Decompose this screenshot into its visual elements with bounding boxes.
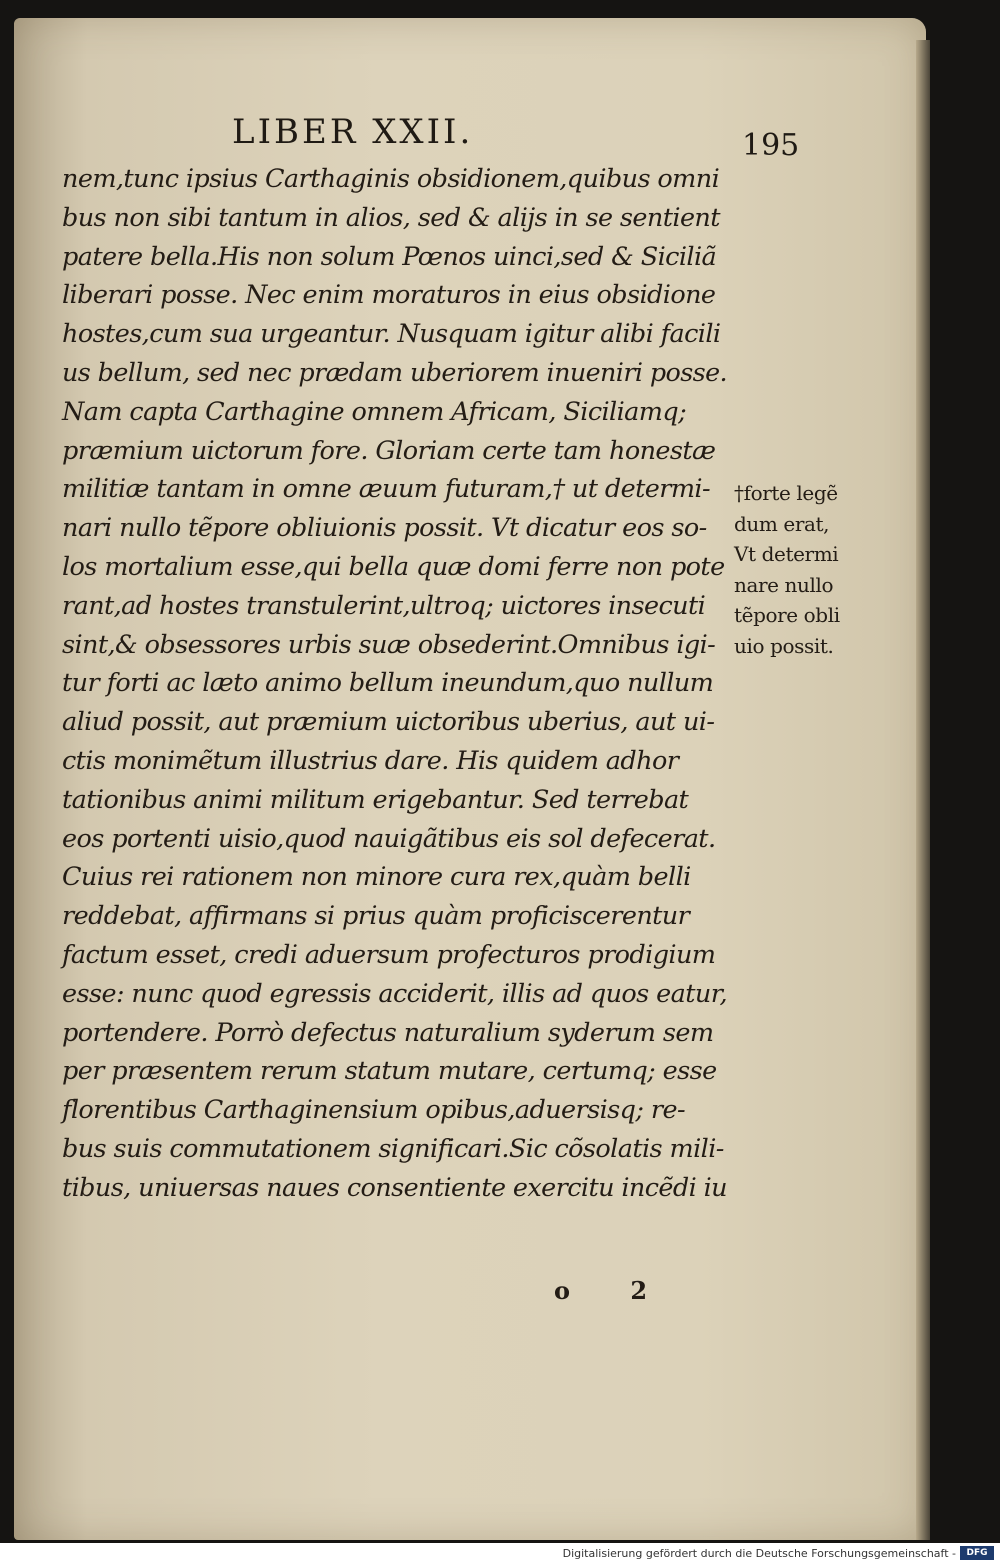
text-line: portendere. Porrò defectus naturalium syderum sem	[62, 1017, 714, 1048]
margin-note-line: Vt determi	[734, 542, 839, 566]
text-line: nem,tunc ipsius Carthaginis obsidionem,quibus omni	[62, 164, 720, 194]
text-line: bus non sibi tantum in alios, sed & alijs in se sentient	[62, 202, 720, 233]
text-line: rant,ad hostes transtulerint,ultroq; uictores insecuti	[62, 590, 706, 621]
text-line: hostes,cum sua urgeantur. Nusquam igitur alibi facili	[62, 319, 721, 350]
text-line: florentibus Carthaginensium opibus,aduersisq; re-	[62, 1095, 685, 1126]
text-line: militiæ tantam in omne æuum futuram,† ut determi-	[62, 474, 711, 505]
text-line: tationibus animi militum erigebantur. Sed terrebat	[62, 784, 689, 815]
text-line: bus suis commutationem significari.Sic cõsolatis mili-	[62, 1133, 724, 1164]
text-line: factum esset, credi aduersum profecturos prodigium	[62, 939, 716, 970]
page-edge	[916, 40, 930, 1540]
text-line: præmium uictorum fore. Gloriam certe tam honestæ	[62, 435, 716, 466]
text-line: esse: nunc quod egressis acciderit, illis ad quos eatur,	[62, 978, 727, 1009]
text-line: Nam capta Carthagine omnem Africam, Siciliamq;	[62, 396, 687, 427]
text-line: nari nullo tẽpore obliuionis possit. Vt dicatur eos so-	[62, 513, 707, 544]
text-line: sint,& obsessores urbis suæ obsederint.Omnibus igi-	[62, 629, 716, 660]
margin-note-line: †forte legẽ	[734, 481, 838, 505]
marginal-note	[734, 478, 884, 661]
text-line: ctis monimẽtum illustrius dare. His quidem adhor	[62, 745, 679, 776]
signature-mark: o 2	[554, 1276, 674, 1305]
text-line: us bellum, sed nec prædam uberiorem inueniri posse.	[62, 357, 727, 388]
text-line: aliud possit, aut præmium uictoribus uberius, aut ui-	[62, 707, 715, 738]
margin-note-line: nare nullo	[734, 572, 834, 597]
text-line: eos portenti uisio,quod nauigãtibus eis sol defecerat.	[62, 823, 716, 854]
text-line: liberari posse. Nec enim moraturos in eius obsidione	[62, 280, 716, 311]
margin-note-line: dum erat,	[734, 511, 830, 536]
main-text-block	[62, 160, 742, 1208]
text-line: tibus, uniuersas naues consentiente exercitu incẽdi iu	[62, 1172, 727, 1203]
running-title: LIBER XXII.	[232, 112, 474, 152]
text-line: patere bella.His non solum Pœnos uinci,sed & Siciliã	[62, 241, 717, 272]
margin-note-line: uio possit.	[734, 633, 834, 658]
text-line: reddebat, affirmans si prius quàm proficiscerentur	[62, 901, 690, 932]
text-line: per præsentem rerum statum mutare, certumq; esse	[62, 1056, 717, 1087]
text-line: Cuius rei rationem non minore cura rex,quàm belli	[62, 862, 691, 893]
page-number: 195	[742, 128, 800, 163]
text-line: tur forti ac læto animo bellum ineundum,quo nullum	[62, 668, 714, 699]
margin-note-line: tẽpore obli	[734, 603, 840, 627]
dfg-logo: DFG	[960, 1546, 994, 1560]
text-line: los mortalium esse,qui bella quæ domi ferre non pote	[62, 551, 725, 582]
footer-credit: Digitalisierung gefördert durch die Deutsche Forschungsgemeinschaft -	[562, 1547, 956, 1560]
